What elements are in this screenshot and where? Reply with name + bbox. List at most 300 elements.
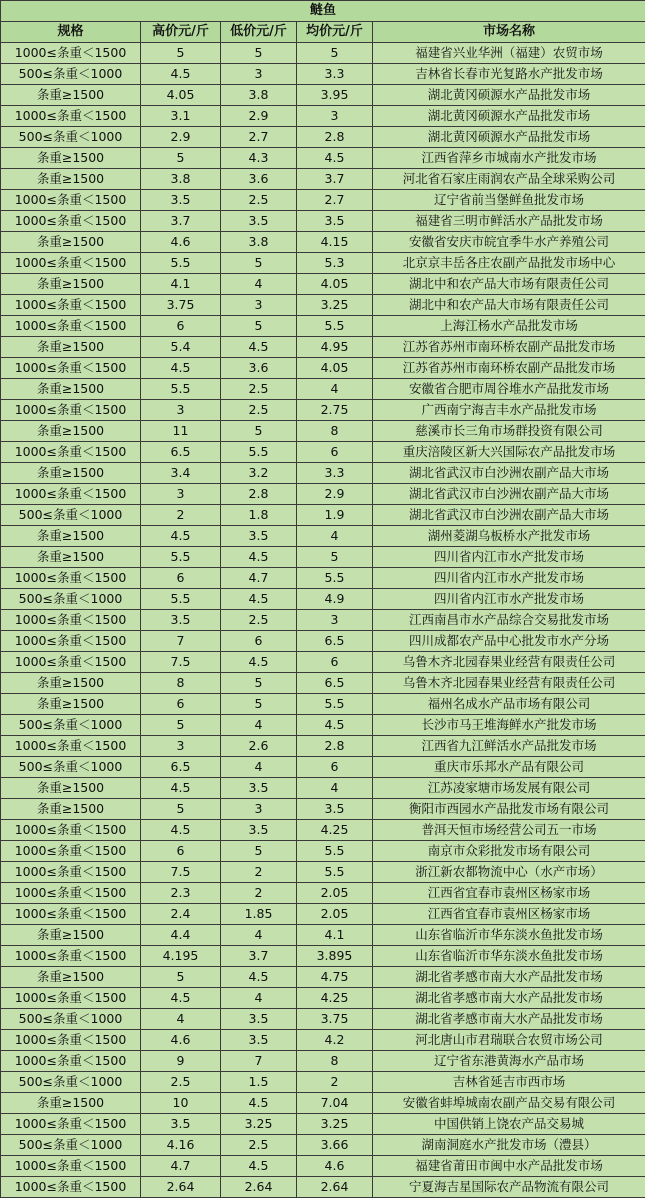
cell-market-name: 湖北中和农产品大市场有限责任公司 xyxy=(373,274,645,295)
header-low-price: 低价元/斤 xyxy=(221,22,297,43)
cell-market-name: 宁夏海吉星国际农产品物流有限公司 xyxy=(373,1177,645,1198)
table-row xyxy=(1,1156,645,1177)
cell-avg-price: 4.5 xyxy=(297,715,373,736)
cell-high-price: 7 xyxy=(141,631,221,652)
cell-high-price: 3 xyxy=(141,736,221,757)
cell-high-price: 9 xyxy=(141,1051,221,1072)
cell-low-price: 1.85 xyxy=(221,904,297,925)
cell-avg-price: 2 xyxy=(297,1072,373,1093)
cell-high-price: 4.7 xyxy=(141,1156,221,1177)
table-row xyxy=(1,358,645,379)
cell-spec: 1000≤条重＜1500 xyxy=(1,442,141,463)
cell-high-price: 5 xyxy=(141,43,221,64)
table-row xyxy=(1,652,645,673)
cell-spec: 500≤条重＜1000 xyxy=(1,1135,141,1156)
cell-avg-price: 2.7 xyxy=(297,190,373,211)
table-row xyxy=(1,442,645,463)
cell-avg-price: 5.5 xyxy=(297,568,373,589)
cell-low-price: 5 xyxy=(221,253,297,274)
cell-spec: 1000≤条重＜1500 xyxy=(1,841,141,862)
cell-spec: 1000≤条重＜1500 xyxy=(1,1030,141,1051)
cell-avg-price: 2.8 xyxy=(297,736,373,757)
cell-low-price: 3 xyxy=(221,295,297,316)
cell-high-price: 4.5 xyxy=(141,988,221,1009)
table-row xyxy=(1,1030,645,1051)
cell-high-price: 3.5 xyxy=(141,1114,221,1135)
cell-market-name: 湖北省武汉市白沙洲农副产品大市场 xyxy=(373,484,645,505)
cell-spec: 500≤条重＜1000 xyxy=(1,757,141,778)
table-row xyxy=(1,253,645,274)
cell-avg-price: 2.9 xyxy=(297,484,373,505)
cell-low-price: 2.5 xyxy=(221,610,297,631)
cell-spec: 500≤条重＜1000 xyxy=(1,1072,141,1093)
table-row xyxy=(1,904,645,925)
cell-spec: 1000≤条重＜1500 xyxy=(1,862,141,883)
cell-spec: 条重≥1500 xyxy=(1,799,141,820)
cell-low-price: 3.8 xyxy=(221,85,297,106)
cell-high-price: 3.5 xyxy=(141,610,221,631)
cell-high-price: 2.5 xyxy=(141,1072,221,1093)
cell-spec: 1000≤条重＜1500 xyxy=(1,1156,141,1177)
cell-avg-price: 8 xyxy=(297,1051,373,1072)
cell-market-name: 江苏省苏州市南环桥农副产品批发市场 xyxy=(373,358,645,379)
cell-market-name: 重庆市乐邦水产品有限公司 xyxy=(373,757,645,778)
cell-low-price: 2.6 xyxy=(221,736,297,757)
cell-market-name: 吉林省延吉市西市场 xyxy=(373,1072,645,1093)
table-row xyxy=(1,232,645,253)
cell-avg-price: 2.75 xyxy=(297,400,373,421)
cell-market-name: 吉林省长春市光复路水产批发市场 xyxy=(373,64,645,85)
cell-spec: 条重≥1500 xyxy=(1,463,141,484)
cell-spec: 1000≤条重＜1500 xyxy=(1,400,141,421)
cell-avg-price: 5.5 xyxy=(297,862,373,883)
cell-avg-price: 2.05 xyxy=(297,904,373,925)
table-row xyxy=(1,211,645,232)
table-row xyxy=(1,526,645,547)
cell-low-price: 4.5 xyxy=(221,652,297,673)
cell-market-name: 湖州菱湖乌板桥水产批发市场 xyxy=(373,526,645,547)
cell-high-price: 3.75 xyxy=(141,295,221,316)
cell-spec: 条重≥1500 xyxy=(1,421,141,442)
cell-avg-price: 4.2 xyxy=(297,1030,373,1051)
cell-market-name: 山东省临沂市华东淡水鱼批发市场 xyxy=(373,925,645,946)
table-row xyxy=(1,967,645,988)
cell-low-price: 4.5 xyxy=(221,547,297,568)
cell-market-name: 江苏凌家塘市场发展有限公司 xyxy=(373,778,645,799)
cell-high-price: 6.5 xyxy=(141,442,221,463)
cell-high-price: 2.3 xyxy=(141,883,221,904)
cell-avg-price: 5.5 xyxy=(297,316,373,337)
cell-high-price: 4.16 xyxy=(141,1135,221,1156)
cell-high-price: 5.5 xyxy=(141,253,221,274)
cell-avg-price: 3.75 xyxy=(297,1009,373,1030)
cell-high-price: 3 xyxy=(141,400,221,421)
cell-spec: 500≤条重＜1000 xyxy=(1,505,141,526)
cell-market-name: 安徽省蚌埠城南农副产品交易有限公司 xyxy=(373,1093,645,1114)
cell-high-price: 7.5 xyxy=(141,862,221,883)
cell-avg-price: 4 xyxy=(297,379,373,400)
cell-low-price: 4 xyxy=(221,715,297,736)
cell-spec: 条重≥1500 xyxy=(1,547,141,568)
cell-market-name: 江苏省苏州市南环桥农副产品批发市场 xyxy=(373,337,645,358)
cell-avg-price: 8 xyxy=(297,421,373,442)
cell-high-price: 4.5 xyxy=(141,820,221,841)
cell-low-price: 4.7 xyxy=(221,568,297,589)
cell-high-price: 5 xyxy=(141,715,221,736)
cell-market-name: 江西省萍乡市城南水产批发市场 xyxy=(373,148,645,169)
cell-market-name: 江西省宜春市袁州区杨家市场 xyxy=(373,904,645,925)
cell-market-name: 辽宁省前当堡鲜鱼批发市场 xyxy=(373,190,645,211)
cell-low-price: 3 xyxy=(221,799,297,820)
cell-avg-price: 4.25 xyxy=(297,820,373,841)
table-row xyxy=(1,988,645,1009)
cell-avg-price: 4.5 xyxy=(297,148,373,169)
cell-avg-price: 4.05 xyxy=(297,358,373,379)
table-row xyxy=(1,1114,645,1135)
table-row xyxy=(1,484,645,505)
table-row xyxy=(1,841,645,862)
cell-low-price: 2.5 xyxy=(221,400,297,421)
cell-low-price: 1.5 xyxy=(221,1072,297,1093)
cell-avg-price: 4.25 xyxy=(297,988,373,1009)
cell-avg-price: 3.25 xyxy=(297,295,373,316)
cell-high-price: 2.4 xyxy=(141,904,221,925)
cell-avg-price: 4.1 xyxy=(297,925,373,946)
cell-low-price: 5 xyxy=(221,673,297,694)
table-row xyxy=(1,106,645,127)
cell-avg-price: 2.8 xyxy=(297,127,373,148)
cell-market-name: 乌鲁木齐北园春果业经营有限责任公司 xyxy=(373,673,645,694)
cell-high-price: 4.1 xyxy=(141,274,221,295)
cell-avg-price: 5.5 xyxy=(297,841,373,862)
cell-market-name: 广西南宁海吉丰水产品批发市场 xyxy=(373,400,645,421)
cell-avg-price: 3.25 xyxy=(297,1114,373,1135)
table-row xyxy=(1,1051,645,1072)
cell-spec: 1000≤条重＜1500 xyxy=(1,1051,141,1072)
cell-avg-price: 3 xyxy=(297,106,373,127)
cell-high-price: 6.5 xyxy=(141,757,221,778)
cell-low-price: 5 xyxy=(221,694,297,715)
cell-low-price: 5 xyxy=(221,841,297,862)
table-row xyxy=(1,127,645,148)
cell-high-price: 2.64 xyxy=(141,1177,221,1198)
cell-low-price: 3.5 xyxy=(221,1009,297,1030)
cell-low-price: 3.5 xyxy=(221,526,297,547)
cell-low-price: 4 xyxy=(221,988,297,1009)
cell-spec: 条重≥1500 xyxy=(1,337,141,358)
cell-high-price: 4.6 xyxy=(141,232,221,253)
header-high-price: 高价元/斤 xyxy=(141,22,221,43)
cell-spec: 500≤条重＜1000 xyxy=(1,715,141,736)
cell-high-price: 8 xyxy=(141,673,221,694)
cell-spec: 1000≤条重＜1500 xyxy=(1,736,141,757)
cell-low-price: 7 xyxy=(221,1051,297,1072)
cell-high-price: 5.4 xyxy=(141,337,221,358)
cell-avg-price: 3.66 xyxy=(297,1135,373,1156)
cell-avg-price: 3.3 xyxy=(297,463,373,484)
cell-high-price: 4.195 xyxy=(141,946,221,967)
cell-avg-price: 6.5 xyxy=(297,631,373,652)
cell-market-name: 乌鲁木齐北园春果业经营有限责任公司 xyxy=(373,652,645,673)
table-row xyxy=(1,946,645,967)
cell-low-price: 3.6 xyxy=(221,169,297,190)
cell-high-price: 6 xyxy=(141,568,221,589)
cell-market-name: 慈溪市长三角市场群投资有限公司 xyxy=(373,421,645,442)
cell-high-price: 3.5 xyxy=(141,190,221,211)
cell-low-price: 3.5 xyxy=(221,820,297,841)
cell-low-price: 2.7 xyxy=(221,127,297,148)
cell-market-name: 湖北省孝感市南大水产品批发市场 xyxy=(373,1009,645,1030)
table-row xyxy=(1,547,645,568)
header-avg-price: 均价元/斤 xyxy=(297,22,373,43)
cell-low-price: 3.5 xyxy=(221,211,297,232)
cell-high-price: 5 xyxy=(141,148,221,169)
table-row xyxy=(1,1093,645,1114)
cell-market-name: 衡阳市西园水产品批发市场有限公司 xyxy=(373,799,645,820)
table-row xyxy=(1,631,645,652)
cell-market-name: 江西省宜春市袁州区杨家市场 xyxy=(373,883,645,904)
cell-high-price: 11 xyxy=(141,421,221,442)
cell-low-price: 3.7 xyxy=(221,946,297,967)
cell-spec: 1000≤条重＜1500 xyxy=(1,190,141,211)
cell-low-price: 3.25 xyxy=(221,1114,297,1135)
cell-spec: 1000≤条重＜1500 xyxy=(1,484,141,505)
cell-high-price: 4.5 xyxy=(141,358,221,379)
cell-avg-price: 1.9 xyxy=(297,505,373,526)
cell-low-price: 4 xyxy=(221,925,297,946)
cell-high-price: 4.5 xyxy=(141,64,221,85)
table-row xyxy=(1,862,645,883)
cell-spec: 1000≤条重＜1500 xyxy=(1,988,141,1009)
table-row xyxy=(1,337,645,358)
table-row xyxy=(1,85,645,106)
cell-avg-price: 4.75 xyxy=(297,967,373,988)
cell-high-price: 4 xyxy=(141,1009,221,1030)
cell-spec: 1000≤条重＜1500 xyxy=(1,904,141,925)
cell-market-name: 湖北黄冈硕源水产品批发市场 xyxy=(373,85,645,106)
table-row xyxy=(1,694,645,715)
cell-high-price: 6 xyxy=(141,694,221,715)
cell-spec: 条重≥1500 xyxy=(1,274,141,295)
cell-low-price: 5 xyxy=(221,43,297,64)
cell-spec: 1000≤条重＜1500 xyxy=(1,253,141,274)
cell-market-name: 福建省兴业华洲（福建）农贸市场 xyxy=(373,43,645,64)
cell-avg-price: 5 xyxy=(297,43,373,64)
cell-spec: 500≤条重＜1000 xyxy=(1,1009,141,1030)
table-row xyxy=(1,1072,645,1093)
cell-market-name: 湖北黄冈硕源水产品批发市场 xyxy=(373,127,645,148)
table-row xyxy=(1,463,645,484)
cell-market-name: 江西省九江鲜活水产品批发市场 xyxy=(373,736,645,757)
table-row xyxy=(1,736,645,757)
cell-market-name: 湖北省孝感市南大水产品批发市场 xyxy=(373,967,645,988)
cell-avg-price: 3.3 xyxy=(297,64,373,85)
cell-high-price: 5 xyxy=(141,799,221,820)
table-row xyxy=(1,400,645,421)
table-row xyxy=(1,505,645,526)
cell-high-price: 2.9 xyxy=(141,127,221,148)
cell-spec: 条重≥1500 xyxy=(1,148,141,169)
cell-high-price: 4.4 xyxy=(141,925,221,946)
cell-low-price: 1.8 xyxy=(221,505,297,526)
cell-market-name: 北京京丰岳各庄农副产品批发市场中心 xyxy=(373,253,645,274)
table-row xyxy=(1,43,645,64)
cell-market-name: 四川省内江市水产批发市场 xyxy=(373,547,645,568)
cell-high-price: 5.5 xyxy=(141,379,221,400)
cell-low-price: 3 xyxy=(221,64,297,85)
cell-low-price: 2 xyxy=(221,883,297,904)
cell-low-price: 2.64 xyxy=(221,1177,297,1198)
cell-avg-price: 4.05 xyxy=(297,274,373,295)
cell-low-price: 4.5 xyxy=(221,589,297,610)
cell-low-price: 2.5 xyxy=(221,190,297,211)
cell-avg-price: 6 xyxy=(297,652,373,673)
cell-market-name: 辽宁省东港黄海水产品市场 xyxy=(373,1051,645,1072)
cell-avg-price: 5.5 xyxy=(297,694,373,715)
cell-spec: 条重≥1500 xyxy=(1,1093,141,1114)
table-row xyxy=(1,421,645,442)
cell-avg-price: 3.5 xyxy=(297,211,373,232)
cell-low-price: 4.3 xyxy=(221,148,297,169)
table-row xyxy=(1,64,645,85)
cell-low-price: 3.2 xyxy=(221,463,297,484)
table-row xyxy=(1,295,645,316)
cell-high-price: 5.5 xyxy=(141,547,221,568)
cell-low-price: 3.5 xyxy=(221,1030,297,1051)
cell-high-price: 3.7 xyxy=(141,211,221,232)
cell-avg-price: 2.05 xyxy=(297,883,373,904)
cell-market-name: 江西南昌市水产品综合交易批发市场 xyxy=(373,610,645,631)
cell-high-price: 3.8 xyxy=(141,169,221,190)
table-row xyxy=(1,169,645,190)
cell-market-name: 山东省临沂市华东淡水鱼批发市场 xyxy=(373,946,645,967)
cell-market-name: 重庆涪陵区新大兴国际农产品批发市场 xyxy=(373,442,645,463)
cell-spec: 条重≥1500 xyxy=(1,169,141,190)
cell-high-price: 4.5 xyxy=(141,526,221,547)
cell-low-price: 4.5 xyxy=(221,967,297,988)
cell-avg-price: 3.5 xyxy=(297,799,373,820)
cell-spec: 1000≤条重＜1500 xyxy=(1,211,141,232)
table-row xyxy=(1,1177,645,1198)
cell-spec: 1000≤条重＜1500 xyxy=(1,652,141,673)
cell-spec: 1000≤条重＜1500 xyxy=(1,358,141,379)
cell-high-price: 5 xyxy=(141,967,221,988)
cell-high-price: 2 xyxy=(141,505,221,526)
cell-avg-price: 7.04 xyxy=(297,1093,373,1114)
cell-low-price: 5 xyxy=(221,316,297,337)
cell-market-name: 河北省石家庄雨润农产品全球采购公司 xyxy=(373,169,645,190)
table-row xyxy=(1,610,645,631)
cell-market-name: 福建省三明市鲜活水产品批发市场 xyxy=(373,211,645,232)
cell-spec: 1000≤条重＜1500 xyxy=(1,568,141,589)
table-row xyxy=(1,799,645,820)
title-row xyxy=(1,1,645,22)
cell-market-name: 湖北中和农产品大市场有限责任公司 xyxy=(373,295,645,316)
cell-avg-price: 3.895 xyxy=(297,946,373,967)
table-row xyxy=(1,1009,645,1030)
cell-market-name: 长沙市马王堆海鲜水产批发市场 xyxy=(373,715,645,736)
cell-spec: 1000≤条重＜1500 xyxy=(1,295,141,316)
table-row xyxy=(1,778,645,799)
cell-spec: 1000≤条重＜1500 xyxy=(1,610,141,631)
cell-avg-price: 4.9 xyxy=(297,589,373,610)
cell-market-name: 四川成都农产品中心批发市水产分场 xyxy=(373,631,645,652)
cell-spec: 1000≤条重＜1500 xyxy=(1,946,141,967)
cell-high-price: 4.05 xyxy=(141,85,221,106)
cell-avg-price: 3 xyxy=(297,610,373,631)
cell-market-name: 四川省内江市水产批发市场 xyxy=(373,568,645,589)
cell-avg-price: 6 xyxy=(297,757,373,778)
cell-low-price: 4 xyxy=(221,757,297,778)
cell-low-price: 4.5 xyxy=(221,1093,297,1114)
table-row xyxy=(1,820,645,841)
cell-high-price: 3 xyxy=(141,484,221,505)
cell-low-price: 3.8 xyxy=(221,232,297,253)
cell-market-name: 浙江新农都物流中心（水产市场） xyxy=(373,862,645,883)
cell-low-price: 4 xyxy=(221,274,297,295)
cell-spec: 1000≤条重＜1500 xyxy=(1,106,141,127)
table-row xyxy=(1,589,645,610)
cell-low-price: 3.5 xyxy=(221,778,297,799)
cell-market-name: 安徽省安庆市皖宜季牛水产养殖公司 xyxy=(373,232,645,253)
cell-high-price: 10 xyxy=(141,1093,221,1114)
table-body xyxy=(1,43,645,1198)
table-row xyxy=(1,883,645,904)
cell-avg-price: 4 xyxy=(297,526,373,547)
table-row xyxy=(1,316,645,337)
cell-spec: 条重≥1500 xyxy=(1,694,141,715)
table-row xyxy=(1,715,645,736)
cell-avg-price: 6 xyxy=(297,442,373,463)
cell-market-name: 中国供销上饶农产品交易城 xyxy=(373,1114,645,1135)
cell-high-price: 5.5 xyxy=(141,589,221,610)
cell-market-name: 普洱天恒市场经营公司五一市场 xyxy=(373,820,645,841)
cell-high-price: 6 xyxy=(141,316,221,337)
cell-market-name: 湖北黄冈硕源水产品批发市场 xyxy=(373,106,645,127)
cell-low-price: 2.5 xyxy=(221,379,297,400)
cell-high-price: 7.5 xyxy=(141,652,221,673)
cell-market-name: 河北唐山市君瑞联合农贸市场公司 xyxy=(373,1030,645,1051)
cell-high-price: 4.5 xyxy=(141,778,221,799)
table-row xyxy=(1,1135,645,1156)
cell-spec: 1000≤条重＜1500 xyxy=(1,316,141,337)
table-title: 鲢鱼 xyxy=(1,1,645,22)
cell-low-price: 2.5 xyxy=(221,1135,297,1156)
cell-low-price: 4.5 xyxy=(221,1156,297,1177)
cell-avg-price: 3.95 xyxy=(297,85,373,106)
cell-spec: 条重≥1500 xyxy=(1,967,141,988)
cell-spec: 1000≤条重＜1500 xyxy=(1,1114,141,1135)
cell-high-price: 3.1 xyxy=(141,106,221,127)
header-spec: 规格 xyxy=(1,22,141,43)
table-row xyxy=(1,925,645,946)
cell-avg-price: 2.64 xyxy=(297,1177,373,1198)
cell-avg-price: 4.95 xyxy=(297,337,373,358)
table-row xyxy=(1,148,645,169)
cell-low-price: 2 xyxy=(221,862,297,883)
cell-low-price: 6 xyxy=(221,631,297,652)
cell-avg-price: 5.3 xyxy=(297,253,373,274)
cell-spec: 条重≥1500 xyxy=(1,232,141,253)
cell-spec: 条重≥1500 xyxy=(1,526,141,547)
cell-high-price: 6 xyxy=(141,841,221,862)
cell-spec: 1000≤条重＜1500 xyxy=(1,631,141,652)
header-row xyxy=(1,22,645,43)
cell-spec: 条重≥1500 xyxy=(1,925,141,946)
cell-low-price: 3.6 xyxy=(221,358,297,379)
cell-spec: 500≤条重＜1000 xyxy=(1,64,141,85)
cell-low-price: 2.9 xyxy=(221,106,297,127)
